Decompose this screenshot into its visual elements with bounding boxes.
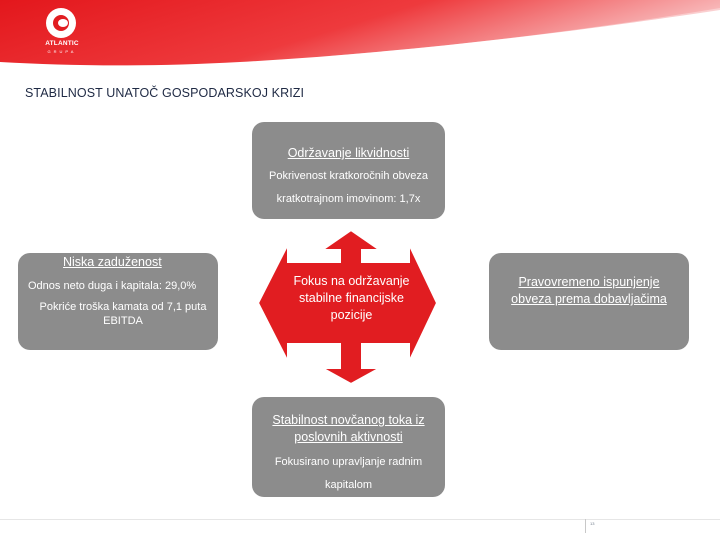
box-liquidity: [252, 122, 445, 219]
box-cash-flow-line1: Fokusirano upravljanje radnim: [274, 456, 423, 468]
box-low-debt: [18, 253, 218, 350]
box-low-debt-line1: Odnos neto duga i kapitala: 29,0%: [28, 280, 197, 292]
box-liquidity-line1: Pokrivenost kratkoročnih obveza: [269, 170, 428, 182]
logo-subtitle: GRUPA: [47, 49, 77, 54]
box-supplier-obligations: [489, 253, 689, 350]
box-cash-flow-line2: kapitalom: [324, 479, 373, 491]
logo-name: ATLANTIC: [45, 40, 79, 47]
page-number: 13: [590, 521, 595, 526]
box-cash-flow: [252, 397, 445, 497]
box-liquidity-line2: kratkotrajnom imovinom: 1,7x: [276, 193, 421, 205]
box-low-debt-heading: Niska zaduženost: [63, 255, 162, 269]
footer-tick: [585, 519, 586, 533]
slide-title: STABILNOST UNATOČ GOSPODARSKOJ KRIZI: [25, 86, 305, 100]
box-cash-flow-heading-1: Stabilnost novčanog toka iz: [272, 413, 425, 427]
diagram-center-label: Fokus na održavanje stabilne financijske pozicije: [293, 274, 410, 322]
box-supplier-heading-2: obveza prema dobavljačima: [511, 292, 667, 306]
box-liquidity-heading: Održavanje likvidnosti: [287, 146, 410, 160]
box-cash-flow-heading-2: poslovnih aktivnosti: [294, 430, 403, 444]
footer-divider: [0, 519, 720, 520]
box-supplier-heading-1: Pravovremeno ispunjenje: [518, 275, 660, 289]
box-low-debt-line2: Pokriće troška kamata od 7,1 puta EBITDA: [39, 301, 207, 327]
